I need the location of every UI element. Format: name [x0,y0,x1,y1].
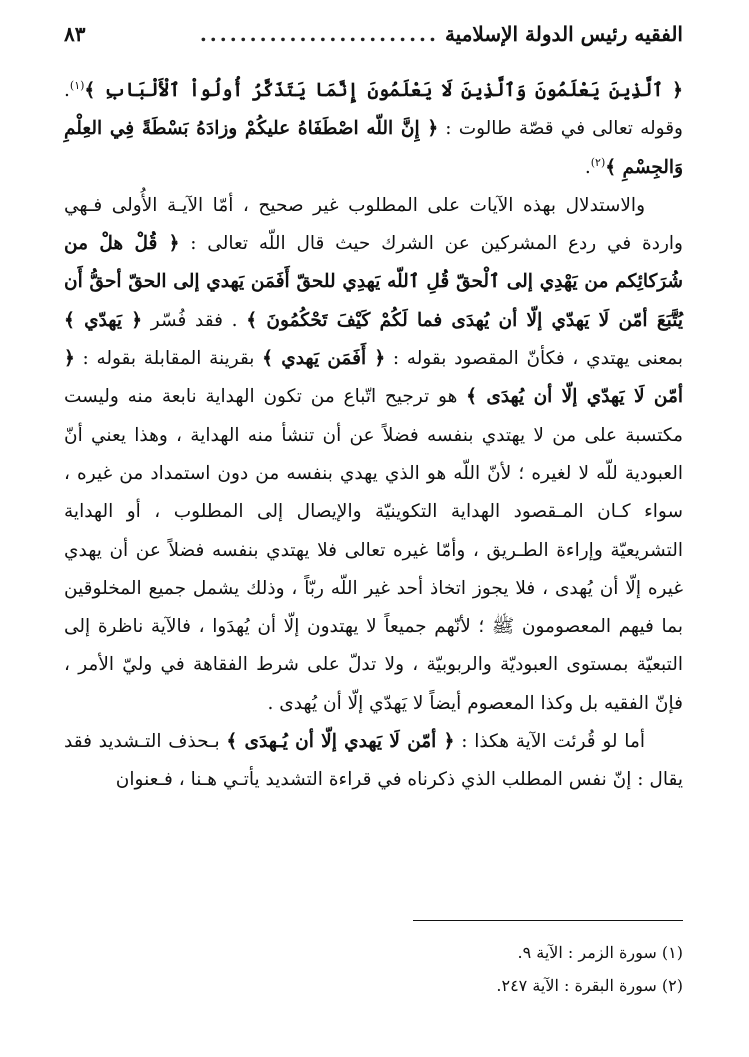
paragraph-3 [64,723,683,800]
paragraph-text: . وقوله تعالى في قصّة طالوت : [64,80,683,140]
paragraph-text: هو ترجيح اتّباع من تكون الهداية نابعة منه وليست مكتسبة على من لا يهتدي بنفسه فضلاً عن أن تنشأ منه الهداية ، وهذا يعني أنّ العبودية للّه لا لغيره ؛ لأنّ اللّه هو الذي يهدي بنفسه من دون استمداد من غيره ، سواء كـان المـقصود الهداية التكوينيّة والإيصال إلى المطلوب ، أو الهداية التشريعيّة وإراءة الطـريق ، وأمّا غيره تعالى فلا يهتدي بنفسه فضلاً عن أن يهدي غيره إلّا أن يُهدى ، فلا يجوز اتخاذ أحد غير اللّه ربّاً ، وذلك يشمل جميع المخلوقين بما فيهم المعصومون ﷺ ؛ لأنّهم جميعاً لا يهتدون إلّا أن يُهدَوا ، فالآية ناظرة إلى التبعيّة بمستوى العبوديّة والربوبيّة ، ولا تدلّ على شرط الفقاهة في وليّ الأمر ، فإنّ الفقيه بل وكذا المعصوم أيضاً لا يَهدّي إلّا أن يُهدى . [64,386,683,714]
running-header [64,22,683,58]
quran-verse: ﴿ أَفَمَن يَهدي ﴾ [262,348,386,370]
footnotes [64,936,683,1002]
paragraph-text: أما لو قُرئت الآية هكذا : [454,731,645,753]
quran-verse: ﴿ أمّن لَا يَهدّي إلّا أن يُهدَى ﴾ [64,348,683,408]
quran-verse: ﴿ قُلْ هلْ من شُرَكائِكم من يَهْدِي إلى ٱلْحقّ قُلِ ٱللّه يَهدِي للحقّ أَفَمَن يَهدي إلى الحقّ أحقُّ أَن يُتَّبَعَ أمّن لَا يَهدّي إلّا أن يُهدَى فما لَكُمْ كَيْفَ تَحْكُمُونَ ﴾ [64,233,683,331]
quran-verse: ﴿ يَهدّي ﴾ [64,309,143,331]
footnote-separator [413,920,683,921]
paragraph-text: والاستدلال بهذه الآيات على المطلوب غير صحيح ، أمّا الآيـة الأُولى فـهي واردة في ردع المشركين عن الشرك حيث قال اللّه تعالى : [64,194,683,255]
footnote-ref[interactable]: (١) [69,78,85,92]
paragraph-text: . فقد فُسّر [142,309,247,331]
paragraph-2 [64,187,683,723]
footnote-ref[interactable]: (٢) [590,155,606,169]
paragraph-text: بـحذف التـشديد فقد يقال : إنّ نفس المطلب الذي ذكرناه في قراءة التشديد يأتـي هـنا ، فـعنوان [64,731,683,791]
paragraph-text: . [584,156,591,178]
quran-verse: ﴿ ٱلَّذِينَ يَعْلَمُونَ وَٱلَّذِينَ لَا يَعْلَمُونَ إِنَّمَا يَتَذَكَّرُ أُولُواْ ٱلْأَلْبَابِ ﴾ [84,80,683,101]
quran-verse: ﴿ أمّن لَا يَهدي إلّا أن يُـهدَى ﴾ [226,731,455,753]
quran-verse: ﴿ إِنَّ اللّه اصْطَفَاهُ عليكُمْ وزادَهُ بَسْطَةً فِي العِلْمِ وَالجِسْمِ ﴾ [64,118,683,178]
paragraph-text: بقرينة المقابلة بقوله : [74,348,263,370]
header-leader-dots: ........................ [199,22,439,46]
running-title: الفقيه رئيس الدولة الإسلامية [444,22,683,46]
footnote-2: (٢) سورة البقرة : الآية ٢٤٧. [496,976,683,995]
footnote-1: (١) سورة الزمر : الآية ٩. [517,943,683,962]
paragraph-1 [64,72,683,187]
paragraph-text: بمعنى يهتدي ، فكأنّ المقصود بقوله : [385,348,683,370]
main-text [64,72,683,800]
page-number: ٨٣ [64,22,86,46]
